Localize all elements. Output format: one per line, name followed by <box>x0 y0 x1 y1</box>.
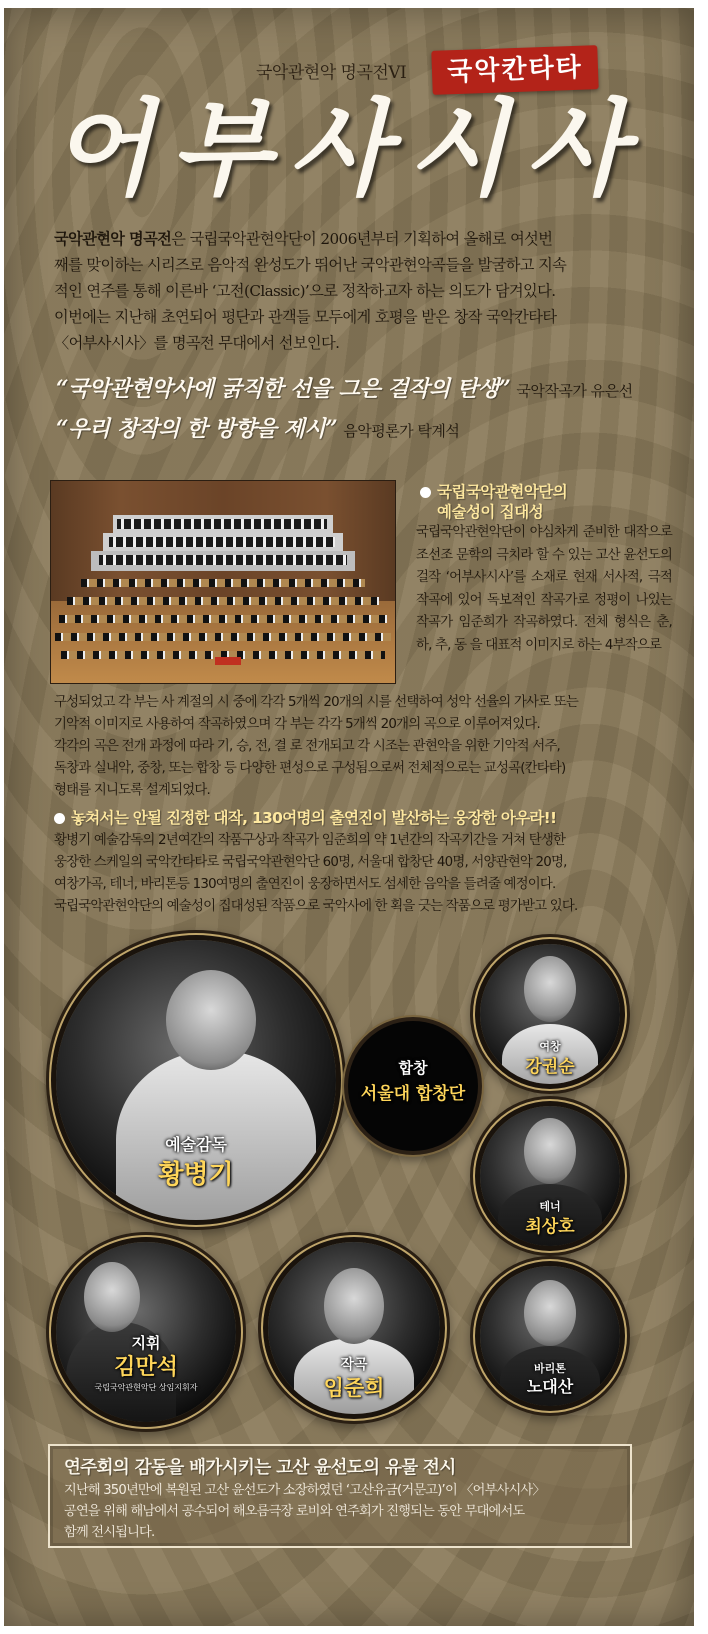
composer-name: 임준희 <box>323 1375 385 1400</box>
bullet-icon <box>54 813 65 824</box>
vocal-role: 여창 <box>539 1040 561 1053</box>
vocal-portrait <box>480 944 620 1084</box>
body-line: 국립국악관현악단의 예술성이 집대성된 작품으로 국악사에 한 획을 긋는 작품으로 평가받고 있다. <box>54 899 578 914</box>
intro-lead: 국악관현악 명곡전 <box>54 230 172 248</box>
tenor-name: 최상호 <box>525 1217 575 1237</box>
quote-text: “우리 창작의 한 방향을 제시” <box>56 416 338 442</box>
quote-1 <box>56 372 633 403</box>
tenor-role: 테너 <box>539 1200 561 1213</box>
quote-2 <box>56 412 459 443</box>
series-label: 국악관현악 명곡전VI <box>256 63 407 83</box>
composer-role: 작곡 <box>340 1357 368 1373</box>
exhibit-notice <box>48 1444 632 1548</box>
intro-line: 이번에는 지난해 초연되어 평단과 관객들 모두에게 호평을 받은 창작 국악칸타타 <box>54 308 557 326</box>
cantata-badge: 국악칸타타 <box>431 45 598 95</box>
body-line: 형태를 지니도록 설계되었다. <box>54 783 210 798</box>
body-line: 기악적 이미지로 사용하여 작곡하였으며 각 부는 각각 5개씩 20개의 곡으로 이루어져있다. <box>54 717 540 732</box>
body-line: 여창가곡, 테너, 바리톤등 130여명의 출연진이 웅장하면서도 섬세한 음악을 들려줄 예정이다. <box>54 877 556 892</box>
intro-line: 째를 맞이하는 시리즈로 음악적 완성도가 뛰어난 국악관현악곡들을 발굴하고 지속 <box>54 256 567 274</box>
body-line: 구성되었고 각 부는 사 계절의 시 중에 각각 5개씩 20개의 시를 선택하여 성악 선율의 가사로 또는 <box>54 695 579 710</box>
director-portrait <box>56 940 336 1220</box>
section1-heading: 국립국악관현악단의 예술성이 집대성 <box>420 482 567 522</box>
quote-text: “국악관현악사에 굵직한 선을 그은 걸작의 탄생” <box>56 376 511 402</box>
composer-portrait <box>268 1242 440 1414</box>
quote-source: 국악작곡가 유은선 <box>516 382 633 400</box>
chorus-badge <box>348 1021 478 1151</box>
director-name: 황병기 <box>158 1160 234 1190</box>
bullet-icon <box>420 487 431 498</box>
intro-line: 적인 연주를 통해 이른바 ‘고전(Classic)’으로 정착하고자 하는 의도가 담겨있다. <box>54 282 556 300</box>
section2-body <box>54 830 674 918</box>
section1-side-text: 국립국악관현악단이 야심차게 준비한 대작으로 조선조 문학의 극치라 할 수 있는 고산 윤선도의 걸작 ‘어부사시사’를 소재로 현재 서사적, 극적 작곡에 있어 독보적인 작곡가로 정평이 나있는 작곡가 임준희가 작곡하였다. 전체 형식은 춘, 하, 추, 동 을 대표적 이미지로 하는 4부작으로 <box>416 525 672 653</box>
body-line: 황병기 예술감독의 2년여간의 작품구상과 작곡가 임준희의 약 1년간의 작곡기간을 거쳐 탄생한 <box>54 833 566 848</box>
chorus-role: 합창 <box>398 1059 428 1077</box>
baritone-portrait <box>480 1266 620 1406</box>
body-line: 각각의 곡은 전개 과정에 따라 기, 승, 전, 결 로 전개되고 각 시조는 관현악을 위한 기악적 서주, <box>54 739 560 754</box>
main-title: 어부사시사 <box>52 87 645 210</box>
poster <box>4 8 694 1626</box>
baritone-name: 노대산 <box>526 1377 574 1396</box>
conductor-name: 김만석 <box>114 1354 178 1380</box>
conductor-portrait <box>56 1242 236 1422</box>
intro-paragraph <box>54 226 668 356</box>
concert-photo <box>50 480 396 684</box>
tenor-portrait <box>480 1106 620 1246</box>
vocal-name: 강권순 <box>525 1057 575 1077</box>
baritone-role: 바리톤 <box>534 1362 566 1375</box>
quote-source: 음악평론가 탁계석 <box>343 422 460 440</box>
body-line: 독창과 실내악, 중창, 또는 합창 등 다양한 편성으로 구성됨으로써 전체적으로는 교성곡(칸타타) <box>54 761 566 776</box>
exhibit-title: 연주회의 감동을 배가시키는 고산 윤선도의 유물 전시 <box>64 1458 456 1478</box>
intro-line: 은 국립국악관현악단이 2006년부터 기획하여 올해로 여섯번 <box>171 230 553 248</box>
section2-heading: 놓쳐서는 안될 진정한 대작, 130여명의 출연진이 발산하는 웅장한 아우라!! <box>54 806 556 828</box>
body-line: 웅장한 스케일의 국악칸타타로 국립국악관현악단 60명, 서울대 합창단 40명, 서양관현악 20명, <box>54 855 567 870</box>
director-role: 예술감독 <box>165 1135 227 1154</box>
chorus-name: 서울대 합창단 <box>360 1084 466 1104</box>
section1-body <box>54 692 674 802</box>
exhibit-body: 지난해 350년만에 복원된 고산 윤선도가 소장하였던 ‘고산유금(거문고)’이 〈어부사시사〉 공연을 위해 해남에서 공수되어 해오름극장 로비와 연주회가 진행되는 동안 무대에서도 함께 전시됩니다. <box>64 1483 545 1540</box>
conductor-role: 지휘 <box>131 1334 161 1352</box>
conductor-note: 국립국악관현악단 상임지휘자 <box>94 1383 198 1392</box>
intro-line: 〈어부사시사〉를 명곡전 무대에서 선보인다. <box>54 334 340 352</box>
